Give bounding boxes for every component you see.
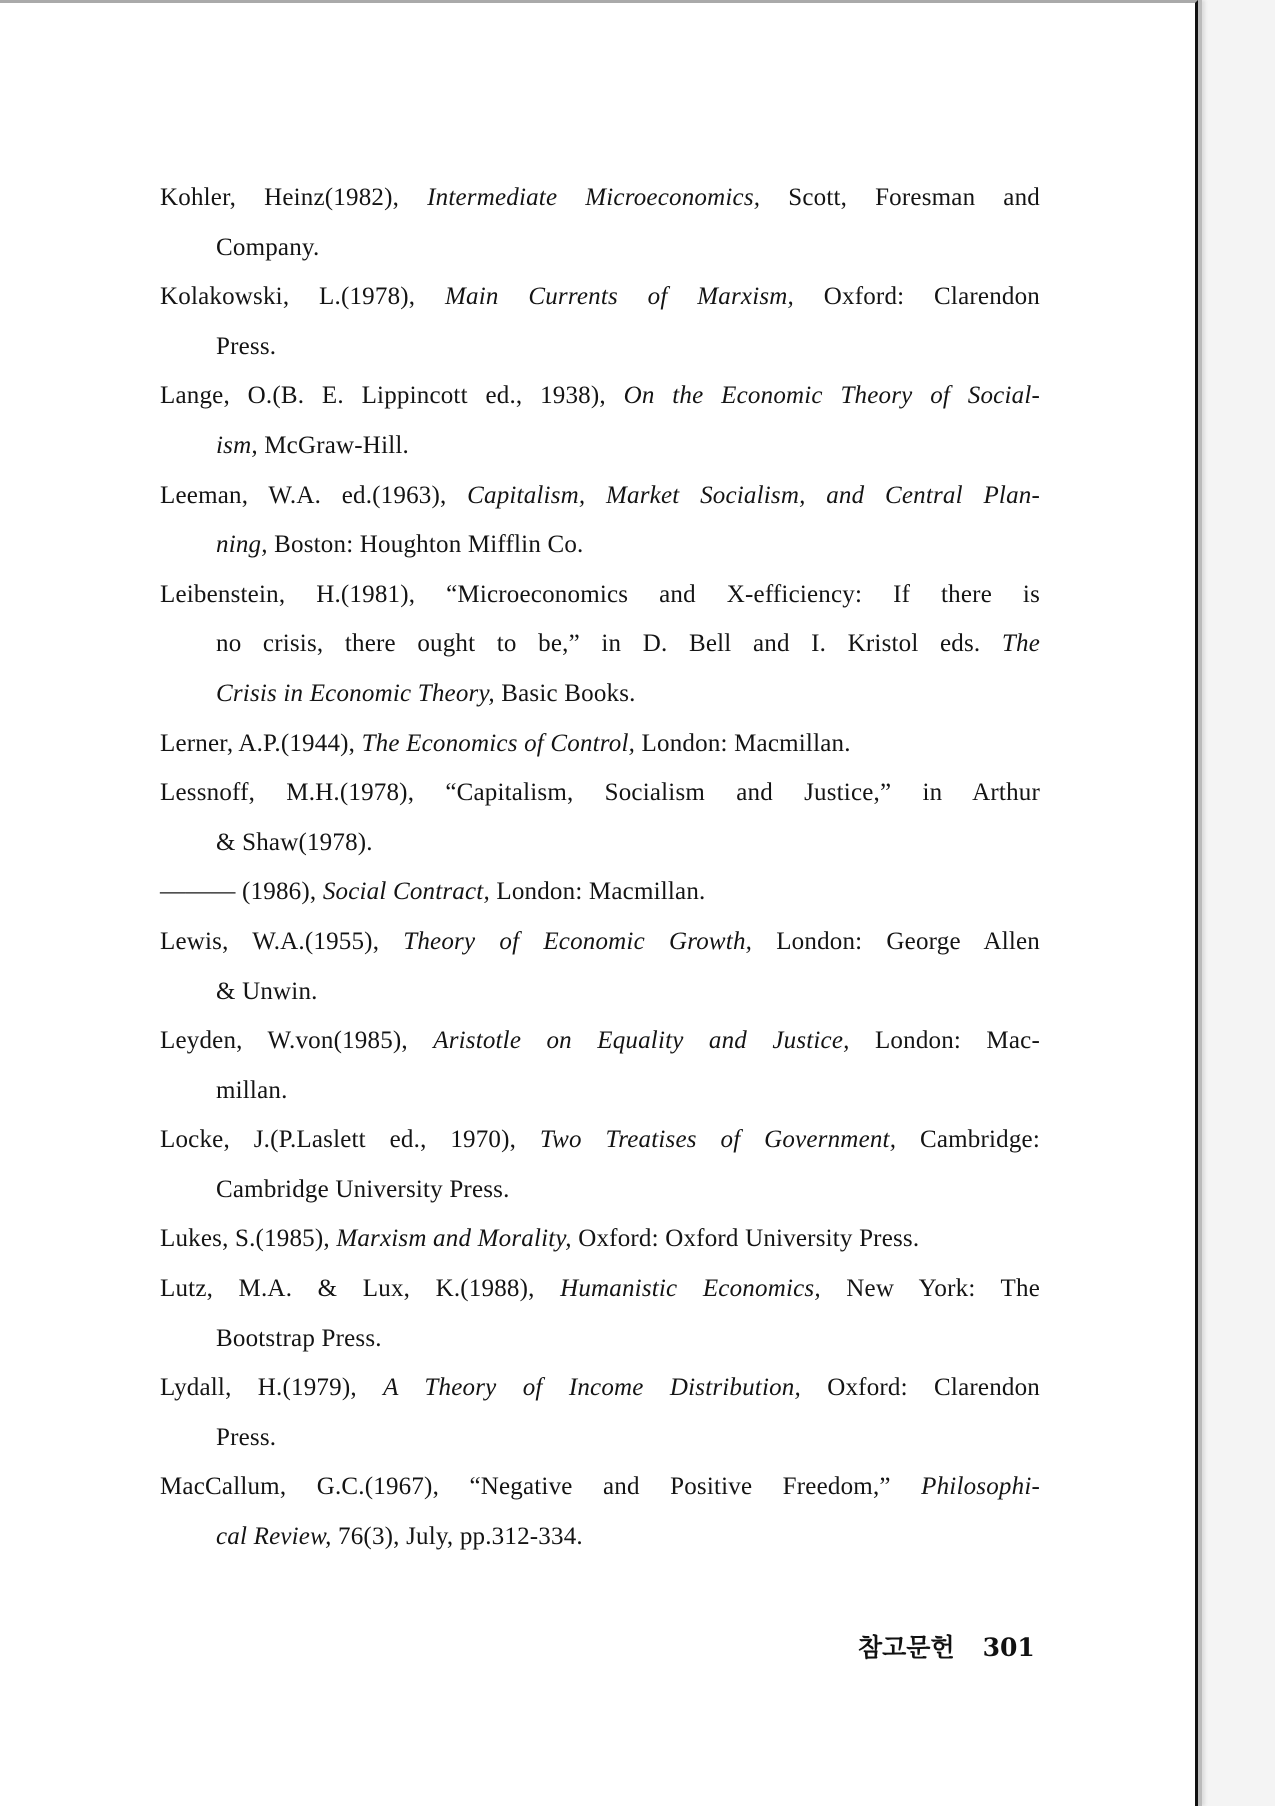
reference-line: [160, 1314, 1040, 1364]
reference-text: McGraw-Hill.: [257, 431, 409, 459]
reference-text: Lange, O.(B. E. Lippincott ed., 1938),: [160, 382, 624, 410]
reference-line: [160, 1413, 1040, 1463]
reference-entry: [160, 173, 1040, 272]
reference-entry: [160, 1264, 1040, 1363]
reference-line: [160, 719, 1040, 769]
reference-text: Lessnoff, M.H.(1978), “Capitalism, Socialism and Justice,” in Arthur: [160, 779, 1040, 807]
reference-title-text: ning,: [216, 531, 268, 559]
reference-title-text: Marxism and Morality,: [336, 1225, 572, 1253]
reference-line: [160, 1016, 1040, 1066]
running-footer-title: 참고문헌: [858, 1635, 955, 1662]
reference-line: [160, 520, 1040, 570]
reference-title-text: The Economics of Control,: [361, 729, 636, 757]
reference-entry: [160, 917, 1040, 1016]
reference-line: [160, 272, 1040, 322]
reference-entry: [160, 867, 1040, 917]
reference-title-text: Philosophi-: [921, 1473, 1040, 1501]
reference-text: Lukes, S.(1985),: [160, 1225, 337, 1253]
reference-text: Press.: [216, 332, 277, 360]
reference-line: [160, 1066, 1040, 1116]
reference-text: Lerner, A.P.(1944),: [160, 729, 362, 757]
reference-entry: [160, 471, 1040, 570]
reference-line: [160, 322, 1040, 372]
reference-entry: [160, 570, 1040, 719]
reference-text: millan.: [216, 1076, 288, 1104]
reference-entry: [160, 371, 1040, 470]
reference-title-text: Aristotle on Equality and Justice,: [433, 1027, 850, 1055]
reference-title-text: Crisis in Economic Theory,: [216, 679, 495, 707]
reference-title-text: A Theory of Income Distribution,: [383, 1374, 801, 1402]
reference-title-text: On the Economic Theory of Social-: [623, 382, 1040, 410]
reference-text: New York: The: [820, 1275, 1040, 1303]
reference-text: Scott, Foresman and: [760, 184, 1040, 211]
reference-title-text: Two Treatises of Government,: [539, 1126, 897, 1154]
reference-entry: [160, 1363, 1040, 1462]
reference-entry: [160, 719, 1040, 769]
reference-text: Lydall, H.(1979),: [160, 1374, 384, 1402]
reference-text: Cambridge:: [896, 1126, 1040, 1154]
reference-text: Oxford: Oxford University Press.: [571, 1225, 920, 1253]
reference-title-text: Social Contract,: [322, 878, 490, 906]
reference-line: [160, 768, 1040, 818]
reference-list: [160, 173, 1040, 1562]
reference-text: Oxford: Clarendon: [794, 283, 1040, 311]
reference-line: [160, 867, 1040, 917]
reference-text: Press.: [216, 1423, 277, 1451]
reference-line: [160, 917, 1040, 967]
reference-line: [160, 1363, 1040, 1413]
reference-text: Kolakowski, L.(1978),: [160, 283, 446, 311]
reference-text: Boston: Houghton Mifflin Co.: [267, 531, 584, 559]
reference-text: London: George Allen: [752, 927, 1040, 955]
reference-text: London: Mac-: [849, 1027, 1040, 1055]
reference-text: MacCallum, G.C.(1967), “Negative and Positive Freedom,”: [160, 1473, 922, 1501]
reference-line: [160, 818, 1040, 868]
reference-line: [160, 669, 1040, 719]
reference-entry: [160, 1016, 1040, 1115]
reference-title-text: Humanistic Economics,: [560, 1275, 821, 1303]
reference-line: [160, 1512, 1040, 1562]
reference-line: [160, 967, 1040, 1017]
reference-text: Leeman, W.A. ed.(1963),: [160, 481, 468, 509]
reference-text: London: Macmillan.: [635, 729, 851, 757]
reference-line: [160, 1214, 1040, 1264]
reference-text: Lewis, W.A.(1955),: [160, 927, 404, 955]
reference-entry: [160, 1462, 1040, 1561]
reference-line: [160, 1462, 1040, 1512]
reference-line: [160, 223, 1040, 273]
reference-text: ——— (1986),: [160, 878, 323, 906]
reference-text: Leibenstein, H.(1981), “Microeconomics and X-efficiency: If there is: [160, 580, 1040, 608]
page-footer: [858, 1628, 1035, 1664]
reference-line: [160, 371, 1040, 421]
reference-title-text: Intermediate Microeconomics,: [427, 184, 761, 211]
reference-title-text: cal Review,: [216, 1523, 332, 1551]
reference-line: [160, 471, 1040, 521]
reference-text: Locke, J.(P.Laslett ed., 1970),: [160, 1126, 540, 1154]
reference-line: [160, 570, 1040, 620]
reference-text: Leyden, W.von(1985),: [160, 1027, 434, 1055]
reference-entry: [160, 1115, 1040, 1214]
reference-line: [160, 619, 1040, 669]
reference-text: Cambridge University Press.: [216, 1175, 510, 1203]
reference-line: [160, 1165, 1040, 1215]
reference-text: 76(3), July, pp.312-334.: [331, 1523, 583, 1551]
reference-text: Oxford: Clarendon: [800, 1374, 1040, 1402]
reference-entry: [160, 768, 1040, 867]
reference-text: Bootstrap Press.: [216, 1324, 382, 1352]
reference-entry: [160, 1214, 1040, 1264]
reference-title-text: Main Currents of Marxism,: [445, 283, 794, 311]
page-number: 301: [982, 1633, 1035, 1662]
reference-title-text: Theory of Economic Growth,: [403, 927, 753, 955]
reference-text: & Shaw(1978).: [216, 828, 373, 856]
reference-text: Lutz, M.A. & Lux, K.(1988),: [160, 1275, 561, 1303]
reference-entry: [160, 272, 1040, 371]
reference-text: London: Macmillan.: [489, 878, 706, 906]
reference-line: [160, 1264, 1040, 1314]
reference-line: [160, 1115, 1040, 1165]
reference-text: & Unwin.: [216, 977, 318, 1005]
reference-line: [160, 173, 1040, 223]
reference-title-text: ism,: [216, 431, 258, 459]
reference-title-text: Capitalism, Market Socialism, and Central Plan-: [467, 481, 1040, 509]
reference-text: Kohler, Heinz(1982),: [160, 184, 428, 211]
reference-text: no crisis, there ought to be,” in D. Bell and I. Kristol eds.: [216, 630, 1002, 658]
reference-text: Company.: [216, 233, 320, 261]
reference-title-text: The: [1001, 630, 1040, 658]
reference-line: [160, 421, 1040, 471]
reference-text: Basic Books.: [494, 679, 636, 707]
